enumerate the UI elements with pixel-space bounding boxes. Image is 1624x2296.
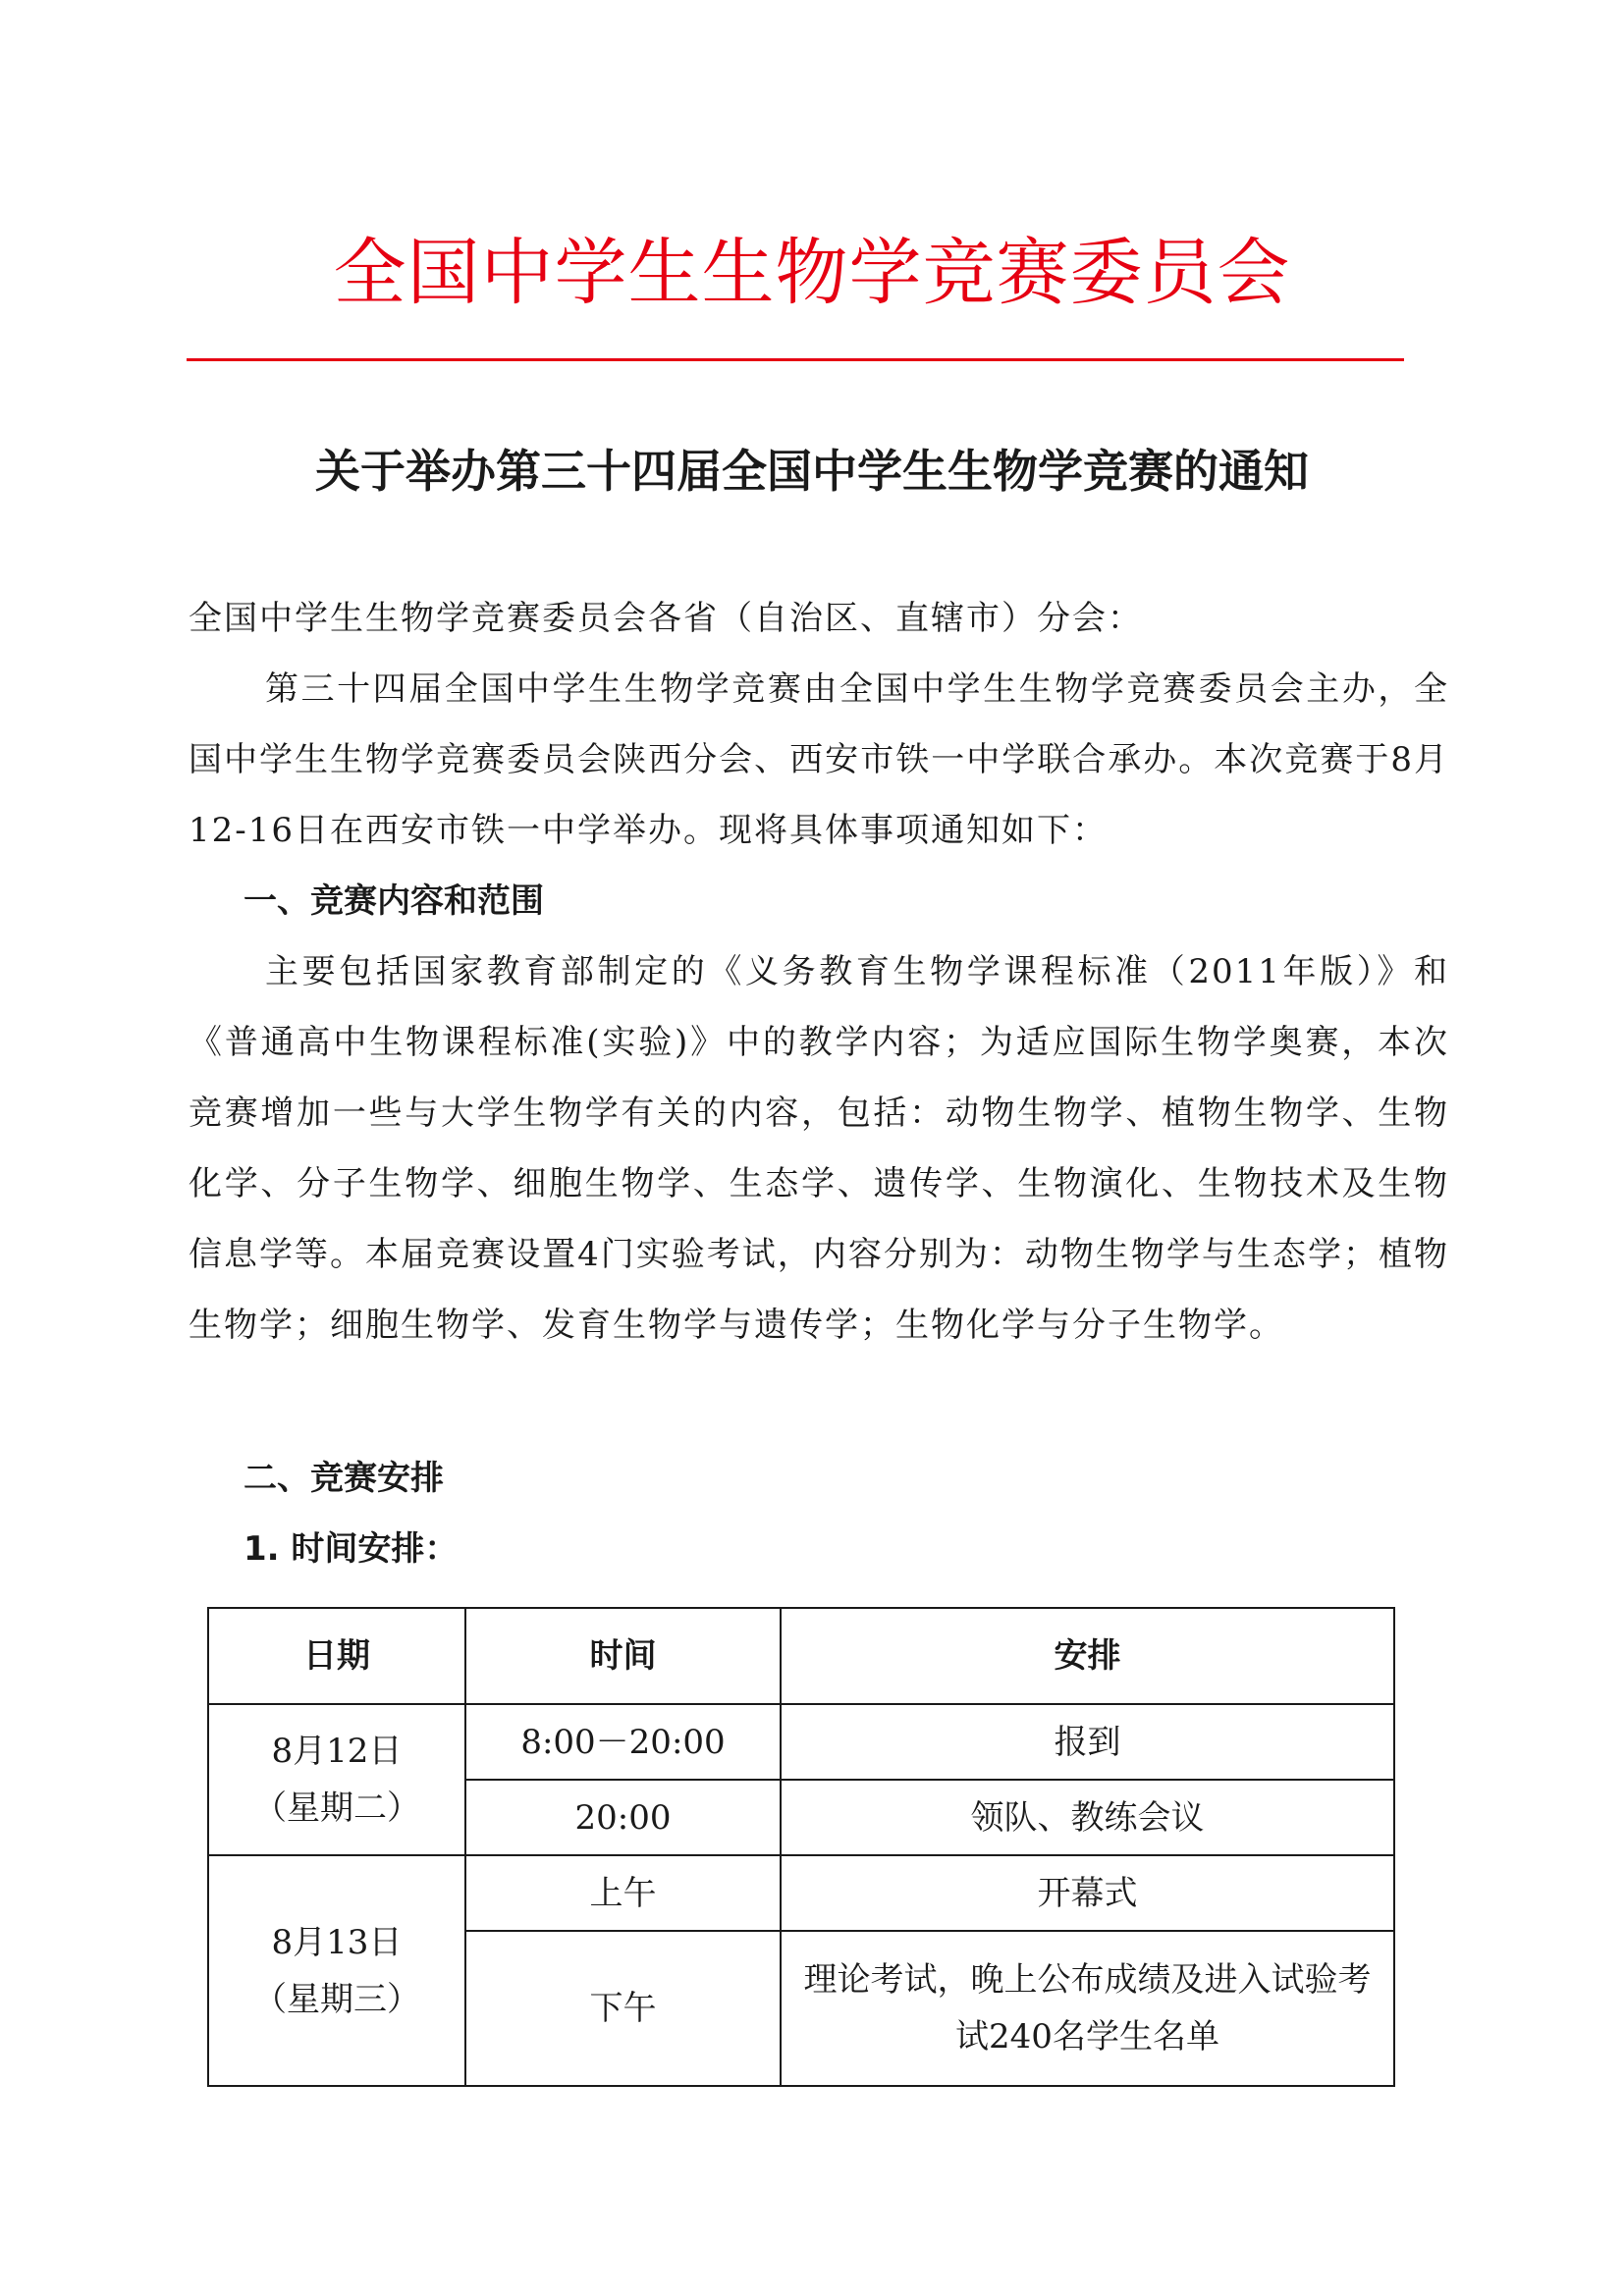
schedule-subheading: 1. 时间安排： bbox=[244, 1529, 459, 1569]
table-row bbox=[208, 1855, 1394, 1931]
schedule-table bbox=[207, 1607, 1395, 2087]
time-cell: 8:00－20:00 bbox=[465, 1704, 781, 1780]
intro-paragraph: 第三十四届全国中学生生物学竞赛由全国中学生生物学竞赛委员会主办，全国中学生生物学竞赛委员会陕西分会、西安市铁一中学联合承办。本次竞赛于8月12-16日在西安市铁一中学举办。现将具体事项通知如下： bbox=[189, 669, 1449, 850]
date-cell bbox=[208, 1855, 465, 2086]
section-1-paragraph: 主要包括国家教育部制定的《义务教育生物学课程标准（2011年版）》和《普通高中生物课程标准(实验)》中的教学内容；为适应国际生物学奥赛，本次竞赛增加一些与大学生物学有关的内容，包括：动物生物学、植物生物学、生物化学、分子生物学、细胞生物学、生态学、遗传学、生物演化、生物技术及生物信息学等。本届竞赛设置4门实验考试，内容分别为：动物生物学与生态学；植物生物学；细胞生物学、发育生物学与遗传学；生物化学与分子生物学。 bbox=[189, 952, 1449, 1345]
time-cell: 下午 bbox=[465, 1931, 781, 2086]
activity-cell: 报到 bbox=[781, 1704, 1394, 1780]
activity-cell: 理论考试，晚上公布成绩及进入试验考试240名学生名单 bbox=[781, 1931, 1394, 2086]
weekday-text: （星期二） bbox=[253, 1789, 420, 1828]
header-time: 时间 bbox=[465, 1608, 781, 1704]
org-letterhead-title: 全国中学生生物学竞赛委员会 bbox=[333, 231, 1291, 315]
schedule-header-row bbox=[208, 1608, 1394, 1704]
weekday-text: （星期三） bbox=[253, 1979, 420, 2019]
table-row bbox=[208, 1704, 1394, 1780]
date-cell bbox=[208, 1704, 465, 1855]
notice-title: 关于举办第三十四届全国中学生生物学竞赛的通知 bbox=[315, 445, 1309, 498]
section-1-heading: 一、竞赛内容和范围 bbox=[244, 881, 544, 921]
time-cell: 上午 bbox=[465, 1855, 781, 1931]
header-activity: 安排 bbox=[781, 1608, 1394, 1704]
section-2-heading: 二、竞赛安排 bbox=[244, 1459, 444, 1498]
activity-cell: 领队、教练会议 bbox=[781, 1780, 1394, 1855]
activity-cell: 开幕式 bbox=[781, 1855, 1394, 1931]
letterhead-red-rule bbox=[187, 358, 1404, 361]
date-text: 8月12日 bbox=[271, 1732, 403, 1771]
header-date: 日期 bbox=[208, 1608, 465, 1704]
time-cell: 20:00 bbox=[465, 1780, 781, 1855]
date-text: 8月13日 bbox=[271, 1922, 403, 1962]
salutation: 全国中学生生物学竞赛委员会各省（自治区、直辖市）分会： bbox=[189, 599, 1143, 638]
